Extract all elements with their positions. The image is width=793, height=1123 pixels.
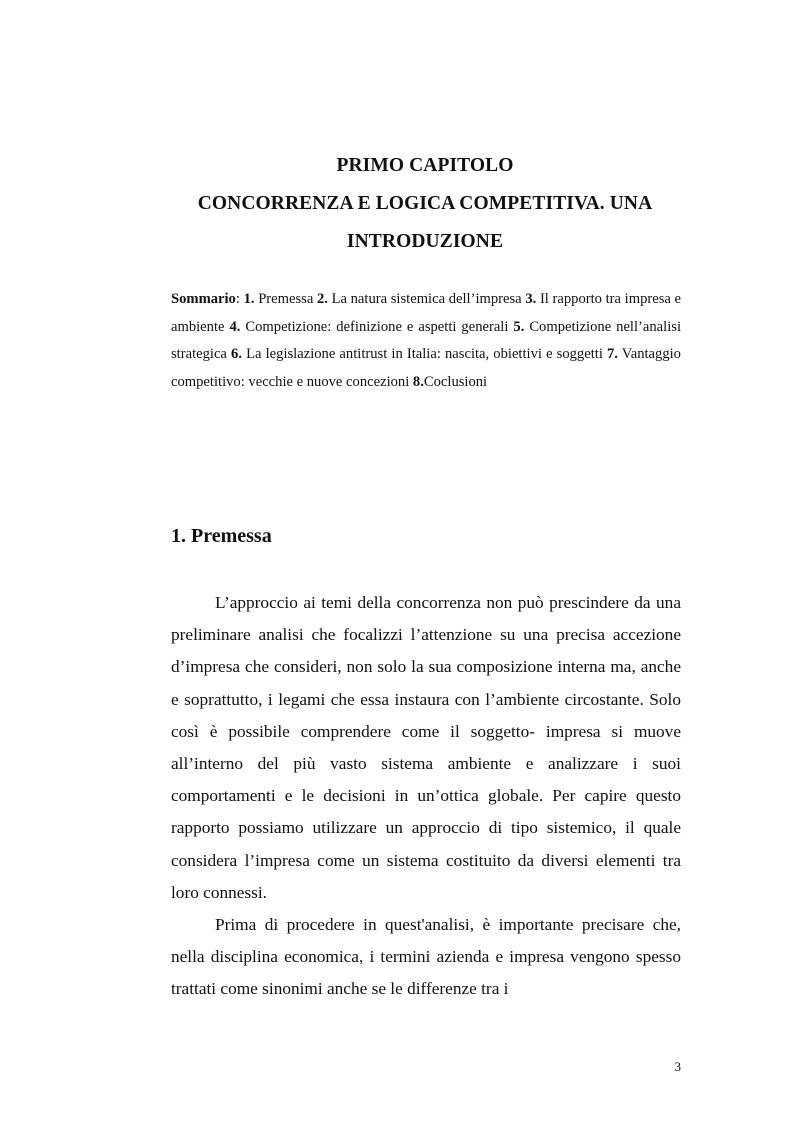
summary-item-text: Il rapporto tra impresa e ambiente	[171, 291, 681, 335]
section-body	[171, 587, 681, 1006]
summary-label: Sommario	[171, 291, 236, 307]
summary-item-number: 1.	[243, 291, 255, 307]
body-paragraph: Prima di procedere in quest'analisi, è importante precisare che, nella disciplina economica, i termini azienda e impresa vengono spesso trattati come sinonimi anche se le differenze tra i	[171, 915, 681, 999]
body-paragraph: L’approccio ai temi della concorrenza non può prescindere da una preliminare analisi che focalizzi l’attenzione su una precisa accezione d’impresa che consideri, non solo la sua composizione interna ma, anche e soprattutto, i legami che essa instaura con l’ambiente circostante. Solo così è possibile comprendere come il soggetto- impresa si muove all’interno del più vasto sistema ambiente e analizzare i suoi comportamenti e le decisioni in un’ottica globale. Per capire questo rapporto possiamo utilizzare un approccio di tipo sistemico, il quale considera l’impresa come un sistema costituito da diversi elementi tra loro connessi.	[171, 593, 681, 902]
summary-item-text: Coclusioni	[423, 373, 488, 390]
chapter-title-line-1: CONCORRENZA E LOGICA COMPETITIVA. UNA	[197, 193, 653, 214]
summary-item-number: 4.	[229, 318, 241, 335]
summary-item-number: 7.	[607, 346, 618, 362]
chapter-label: PRIMO CAPITOLO	[336, 155, 514, 176]
summary-separator: :	[235, 291, 244, 307]
summary-item-text: La natura sistemica dell’impresa	[327, 291, 526, 307]
summary-item-number: 8.	[412, 373, 424, 390]
summary-item-text: La legislazione antitrust in Italia: nascita, obiettivi e soggetti	[241, 346, 607, 362]
section-title: 1. Premessa	[171, 525, 272, 547]
chapter-heading	[150, 147, 700, 261]
summary-item-number: 6.	[231, 346, 242, 362]
chapter-title-line-2: INTRODUZIONE	[346, 231, 504, 252]
summary-item-text: Competizione nell’analisi strategica	[171, 318, 681, 362]
summary-item-number: 2.	[316, 291, 328, 307]
summary-item-text: Vantaggio competitivo: vecchie e nuove concezioni	[171, 346, 681, 390]
summary-item-text: Premessa	[254, 291, 317, 307]
summary-item-number: 3.	[525, 291, 537, 307]
summary-item-text: Competizione: definizione e aspetti generali	[240, 318, 514, 335]
page-number: 3	[674, 1059, 681, 1074]
summary-block	[171, 286, 681, 396]
summary-item-number: 5.	[513, 318, 525, 335]
